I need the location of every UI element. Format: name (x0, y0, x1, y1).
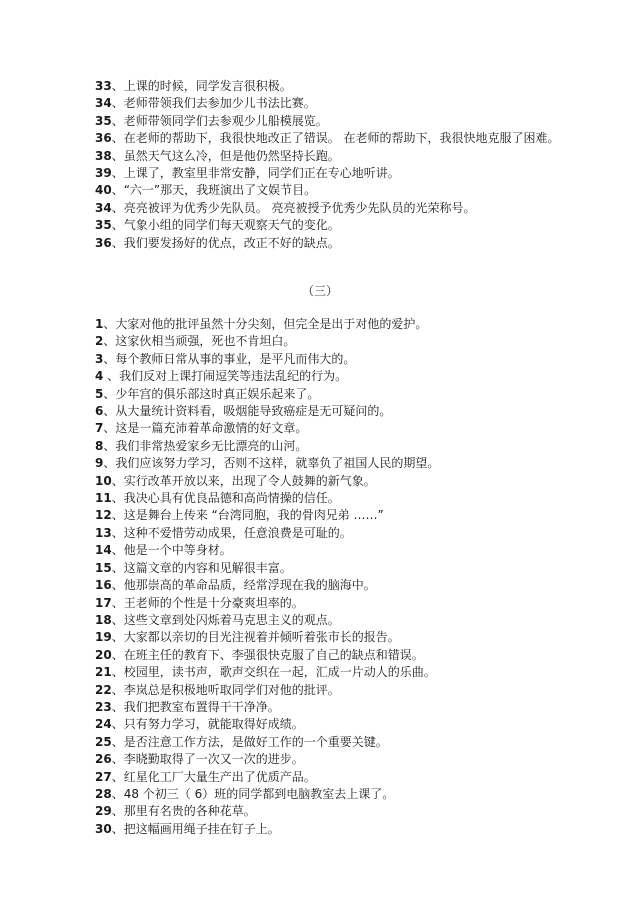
sentence-list-part-one (95, 78, 565, 252)
section-heading: （三） (301, 284, 338, 298)
item-text: 、他那崇高的革命品质，经常浮现在我的脑海中。 (111, 578, 376, 593)
list-item (95, 235, 565, 252)
item-text: 、大家对他的批评虽然十分尖刻，但完全是出于对他的爱护。 (103, 317, 428, 331)
list-item (95, 333, 565, 350)
list-item (95, 455, 565, 472)
list-item (95, 629, 565, 646)
item-text: 、李晓勤取得了一次又一次的进步。 (111, 752, 304, 767)
item-number: 19 (95, 630, 112, 645)
item-number: 15 (95, 560, 112, 575)
item-number: 2 (95, 334, 104, 349)
item-number: 12 (95, 508, 112, 523)
item-number: 40 (95, 183, 112, 198)
item-number: 4 (95, 369, 104, 384)
item-text: 、他是一个中等身材。 (111, 543, 232, 558)
item-text: 、亮亮被评为优秀少先队员。 亮亮被授予优秀少先队员的光荣称号。 (111, 200, 476, 215)
item-text: 、从大量统计资料看，吸烟能导致癌症是无可疑问的。 (103, 404, 392, 419)
item-text: 、48 个初三（ 6）班的同学都到电脑教室去上课了。 (111, 786, 395, 801)
item-text: 、我决心具有优良品德和高尚情操的信任。 (111, 491, 340, 506)
item-number: 39 (95, 166, 112, 181)
list-item (95, 351, 565, 368)
item-number: 34 (95, 200, 112, 215)
item-text: 、红星化工厂大量生产出了优质产品。 (111, 769, 316, 784)
list-item (95, 386, 565, 403)
item-number: 24 (95, 717, 112, 732)
item-text: 、这是一篇充沛着革命激情的好文章。 (103, 421, 308, 436)
item-text: 、这是舞台上传来 “台湾同胞，我的骨肉兄弟 ……” (111, 508, 384, 523)
item-number: 34 (95, 96, 112, 111)
item-number: 38 (95, 148, 112, 163)
item-text: 、这些文章到处闪烁着马克思主义的观点。 (111, 612, 340, 627)
item-text: 、在班主任的教育下、李强很快克服了自己的缺点和错误。 (111, 647, 424, 662)
list-item (95, 113, 565, 130)
list-item (95, 316, 565, 333)
list-item (95, 368, 565, 385)
list-item (95, 130, 565, 147)
item-number: 8 (95, 438, 104, 453)
list-item (95, 769, 565, 786)
item-number: 9 (95, 456, 104, 471)
item-number: 23 (95, 699, 112, 714)
list-item (95, 803, 565, 820)
item-number: 20 (95, 647, 112, 662)
item-text: 、大家都以亲切的目光注视着并倾听着张市长的报告。 (111, 630, 400, 645)
item-number: 36 (95, 131, 112, 146)
item-text: 、上课了，教室里非常安静，同学们正在专心地听讲。 (111, 166, 400, 181)
item-number: 21 (95, 665, 112, 680)
item-number: 26 (95, 752, 112, 767)
item-number: 1 (95, 317, 104, 331)
item-number: 36 (95, 235, 112, 250)
item-text: 、我们非常热爱家乡无比漂亮的山河。 (103, 438, 308, 453)
item-text: 、是否注意工作方法，是做好工作的一个重要关键。 (111, 734, 388, 749)
list-item (95, 490, 565, 507)
item-text: 、虽然天气这么冷，但是他仍然坚持长跑。 (111, 148, 340, 163)
item-text: 、校园里，读书声，歌声交织在一起，汇成一片动人的乐曲。 (111, 665, 436, 680)
list-item (95, 420, 565, 437)
item-number: 5 (95, 386, 104, 401)
item-number: 22 (95, 682, 112, 697)
item-number: 7 (95, 421, 104, 436)
item-text: 、这家伙相当顽强，死也不肯坦白。 (103, 334, 296, 349)
list-item (95, 577, 565, 594)
list-item (95, 95, 565, 112)
item-number: 35 (95, 218, 112, 233)
item-text: 、这种不爱惜劳动成果，任意浪费是可耻的。 (111, 525, 352, 540)
item-text: 、上课的时候，同学发言很积极。 (111, 79, 292, 93)
sentence-list-part-three (95, 316, 565, 838)
item-text: 、我们应该努力学习，否则不这样，就辜负了祖国人民的期望。 (103, 456, 440, 471)
list-item (95, 525, 565, 542)
list-item (95, 542, 565, 559)
item-text: 、王老师的个性是十分豪爽坦率的。 (111, 595, 304, 610)
list-item (95, 438, 565, 455)
list-item (95, 560, 565, 577)
item-text: 、气象小组的同学们每天观察天气的变化。 (111, 218, 340, 233)
item-text: 、少年宫的俱乐部这时真正娱乐起来了。 (103, 386, 320, 401)
item-text: 、老师带领我们去参加少儿书法比赛。 (111, 96, 316, 111)
list-item (95, 595, 565, 612)
item-number: 16 (95, 578, 112, 593)
list-item (95, 821, 565, 838)
item-number: 30 (95, 821, 112, 836)
list-item (95, 200, 565, 217)
list-item (95, 165, 565, 182)
item-text: 、实行改革开放以来，出现了令人鼓舞的新气象。 (111, 473, 376, 488)
item-number: 17 (95, 595, 112, 610)
list-item (95, 473, 565, 490)
item-number: 29 (95, 804, 112, 819)
list-item (95, 647, 565, 664)
item-number: 11 (95, 491, 112, 506)
list-item (95, 751, 565, 768)
item-text: 、我们把教室布置得干干净净。 (111, 699, 280, 714)
item-number: 25 (95, 734, 112, 749)
item-number: 33 (95, 79, 112, 93)
item-text: 、我们反对上课打闹逗笑等违法乱纪的行为。 (103, 369, 348, 384)
item-text: 、把这幅画用绳子挂在钉子上。 (111, 821, 280, 836)
list-item (95, 217, 565, 234)
item-text: 、在老师的帮助下，我很快地改正了错误。 在老师的帮助下，我很快地克服了困难。 (111, 131, 560, 146)
item-number: 3 (95, 351, 104, 366)
list-item (95, 403, 565, 420)
item-text: 、每个教师日常从事的事业，是平凡而伟大的。 (103, 351, 356, 366)
item-text: 、这篇文章的内容和见解很丰富。 (111, 560, 292, 575)
item-number: 10 (95, 473, 112, 488)
list-item (95, 78, 565, 95)
item-number: 18 (95, 612, 112, 627)
list-item (95, 786, 565, 803)
list-item (95, 612, 565, 629)
item-text: 、我们要发扬好的优点，改正不好的缺点。 (111, 235, 340, 250)
list-item (95, 507, 565, 524)
item-number: 14 (95, 543, 112, 558)
item-number: 35 (95, 113, 112, 128)
item-number: 13 (95, 525, 112, 540)
list-item (95, 182, 565, 199)
item-text: 、李岚总是积极地听取同学们对他的批评。 (111, 682, 340, 697)
item-text: 、“六一”那天，我班演出了文娱节目。 (111, 183, 317, 198)
item-text: 、那里有名贵的各种花草。 (111, 804, 256, 819)
list-item (95, 148, 565, 165)
list-item (95, 716, 565, 733)
item-text: 、只有努力学习，就能取得好成绩。 (111, 717, 304, 732)
list-item (95, 664, 565, 681)
item-number: 28 (95, 786, 112, 801)
list-item (95, 682, 565, 699)
list-item (95, 699, 565, 716)
list-item (95, 734, 565, 751)
item-number: 6 (95, 404, 104, 419)
item-number: 27 (95, 769, 112, 784)
item-text: 、老师带领同学们去参观少儿船模展览。 (111, 113, 328, 128)
